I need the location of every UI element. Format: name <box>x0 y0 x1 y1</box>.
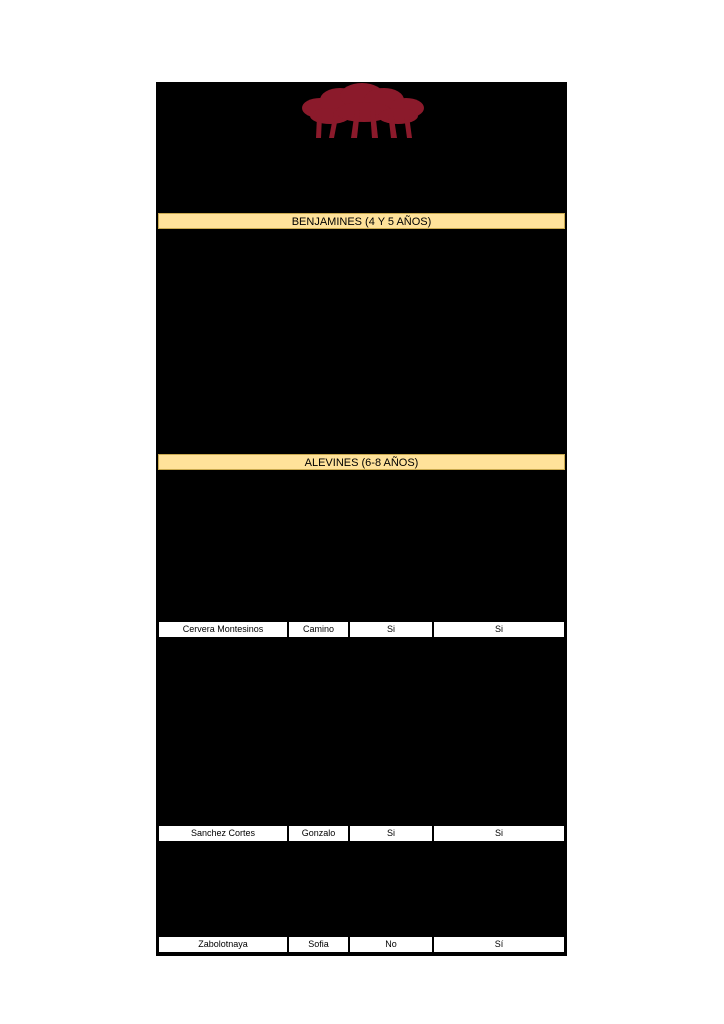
table-row <box>158 825 565 842</box>
surname-cell: Cervera Montesinos <box>158 621 288 638</box>
value-cell: Si <box>349 825 433 842</box>
name-cell: Sofia <box>288 936 349 953</box>
surname-cell: Zabolotnaya <box>158 936 288 953</box>
value-cell: Si <box>349 621 433 638</box>
value-cell: Sí <box>433 936 565 953</box>
value-cell: Si <box>433 621 565 638</box>
section-header-alevines: ALEVINES (6-8 AÑOS) <box>158 454 565 470</box>
name-cell: Gonzalo <box>288 825 349 842</box>
value-cell: Si <box>433 825 565 842</box>
table-row <box>158 936 565 953</box>
trees-logo-icon <box>300 82 428 140</box>
value-cell: No <box>349 936 433 953</box>
name-cell: Camino <box>288 621 349 638</box>
table-row <box>158 621 565 638</box>
section-header-benjamines: BENJAMINES (4 Y 5 AÑOS) <box>158 213 565 229</box>
surname-cell: Sanchez Cortes <box>158 825 288 842</box>
